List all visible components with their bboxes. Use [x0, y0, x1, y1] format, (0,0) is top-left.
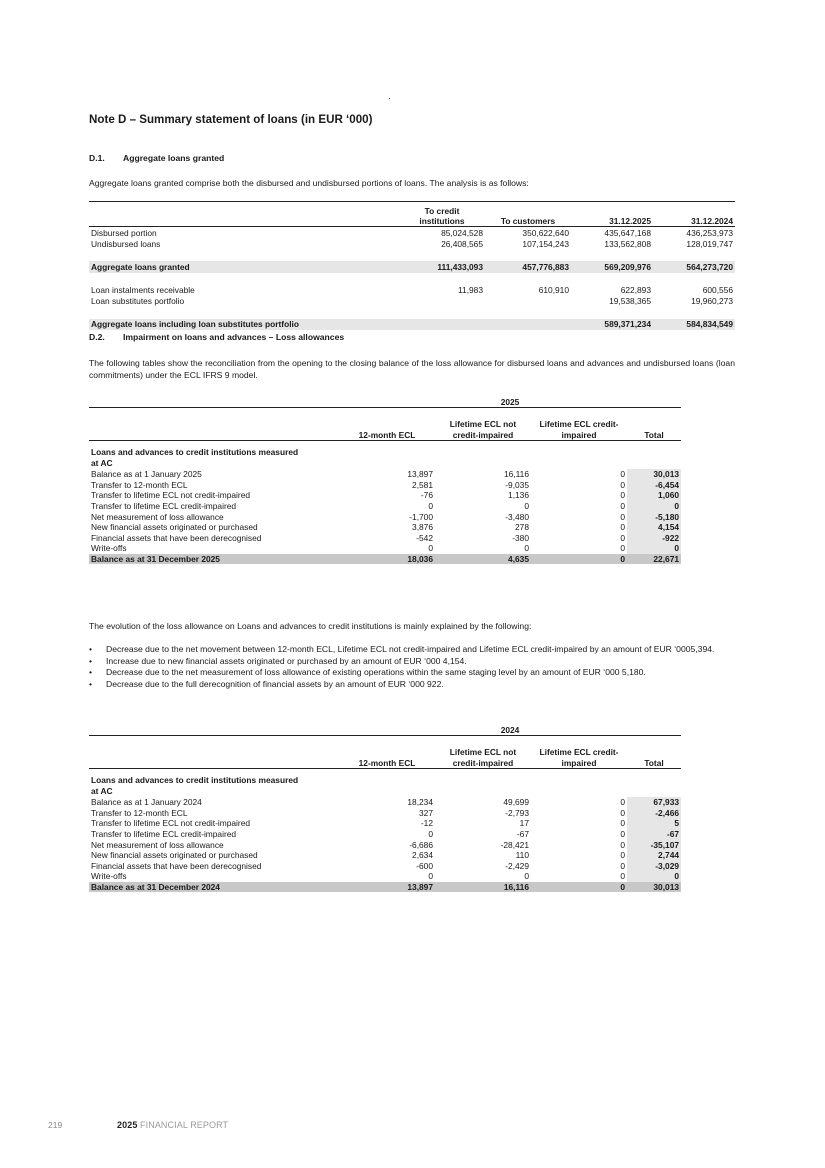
- cell-value: 11,983: [458, 284, 483, 295]
- table-row: [89, 480, 681, 491]
- cell-value: 85,024,528: [441, 227, 483, 238]
- cell-value: -76: [420, 490, 433, 501]
- section-d2-intro: The following tables show the reconciliation from the opening to the closing balance of the loss allowance for disbursed loans and advances and undisbursed loans (loan commitments) under the ECL IFRS 9 model.: [89, 358, 735, 380]
- cell-value: 0: [428, 501, 433, 512]
- cell-value: -1,700: [409, 511, 433, 522]
- row-label: Aggregate loans granted: [89, 261, 399, 273]
- cell-value: 0: [627, 871, 681, 882]
- cell-value: 3,876: [412, 522, 433, 533]
- cell-value: 19,960,273: [691, 296, 733, 307]
- header-cell: 31.12.2024: [653, 202, 735, 227]
- row-label: Write-offs: [91, 871, 127, 882]
- table-row: [89, 522, 681, 533]
- row-label: New financial assets originated or purchased: [91, 850, 258, 861]
- cell-value: 22,671: [627, 554, 681, 565]
- cell-value: 1,136: [508, 490, 529, 501]
- cell-value: 111,433,093: [399, 261, 485, 273]
- section-label-text: Loans and advances to credit institutions measured at AC: [91, 775, 299, 796]
- cell-value: -9,035: [505, 479, 529, 490]
- column-header: 12-month ECL: [339, 408, 435, 441]
- table-row: [89, 469, 681, 480]
- cell-value: 18,036: [339, 554, 435, 565]
- table-row: [89, 543, 681, 554]
- row-label: Balance as at 31 December 2024: [89, 882, 339, 893]
- cell-value: 107,154,243: [522, 238, 569, 249]
- cell-value: 0: [620, 850, 625, 861]
- cell-value: 17: [519, 818, 529, 829]
- cell-value: 128,019,747: [686, 238, 733, 249]
- cell-value: 0: [620, 797, 625, 808]
- header-cell: [89, 202, 399, 227]
- table-row: [89, 238, 735, 250]
- cell-value: -28,421: [500, 839, 529, 850]
- cell-value: 600,556: [702, 284, 733, 295]
- cell-value: 5: [627, 818, 681, 829]
- cell-value: 26,408,565: [441, 238, 483, 249]
- list-item: • Decrease due to the net movement between 12-month ECL, Lifetime ECL not credit-impaired and Lifetime ECL credit-impaired by an amount of EUR ‘0005,394.: [89, 644, 735, 656]
- section-label: [89, 769, 681, 798]
- cell-value: 16,116: [504, 469, 529, 480]
- list-item: • Decrease due to the full derecognition of financial assets by an amount of EUR ‘000 922.: [89, 679, 735, 691]
- section-label-text: Loans and advances to credit institutions measured at AC: [91, 447, 299, 468]
- column-header: 12-month ECL: [339, 736, 435, 769]
- row-label: Transfer to lifetime ECL not credit-impaired: [91, 490, 251, 501]
- cell-value: 0: [620, 807, 625, 818]
- header-cell: 31.12.2025: [571, 202, 653, 227]
- cell-value: 13,897: [407, 469, 433, 480]
- row-label: Net measurement of loss allowance: [91, 511, 224, 522]
- row-label: Loan substitutes portfolio: [91, 296, 185, 307]
- cell-value: -3,029: [627, 861, 681, 872]
- cell-value: -2,793: [505, 807, 529, 818]
- cell-value: 569,209,976: [571, 261, 653, 273]
- table-row: [89, 490, 681, 501]
- cell-value: 67,933: [627, 797, 681, 808]
- cell-value: 0: [620, 829, 625, 840]
- cell-value: -6,686: [409, 839, 433, 850]
- cell-value: 4,635: [435, 554, 531, 565]
- evolution-bullets: [89, 644, 735, 690]
- cell-value: 49,699: [503, 797, 529, 808]
- cell-value: -5,180: [627, 511, 681, 522]
- cell-value: 0: [627, 543, 681, 554]
- table-row: [89, 797, 681, 808]
- cell-value: 2,581: [412, 479, 433, 490]
- cell-value: 0: [524, 543, 529, 554]
- note-title: Note D – Summary statement of loans (in EUR ‘000): [89, 113, 373, 126]
- row-label: Transfer to lifetime ECL not credit-impaired: [91, 818, 251, 829]
- section-d1-intro: Aggregate loans granted comprise both the disbursed and undisbursed portions of loans. The analysis is as follows:: [89, 178, 529, 188]
- report-year: 2025: [117, 1120, 138, 1130]
- cell-value: 0: [620, 839, 625, 850]
- cell-value: -380: [512, 532, 529, 543]
- cell-value: -922: [627, 533, 681, 544]
- cell-value: 2,744: [627, 850, 681, 861]
- cell-value: 0: [531, 882, 627, 893]
- cell-value: 0: [620, 511, 625, 522]
- report-title-text: FINANCIAL REPORT: [140, 1120, 229, 1130]
- cell-value: -2,429: [505, 860, 529, 871]
- row-label: Transfer to 12-month ECL: [91, 479, 188, 490]
- table-header-row: [89, 202, 735, 227]
- cell-value: 457,776,883: [485, 261, 571, 273]
- list-item: • Increase due to new financial assets originated or purchased by an amount of EUR ‘000 4,154.: [89, 656, 735, 668]
- cell-value: 0: [531, 554, 627, 565]
- table-row: [89, 296, 735, 308]
- list-item: • Decrease due to the net measurement of loss allowance of existing operations within the same staging level by an amount of EUR ‘000 5,180.: [89, 667, 735, 679]
- cell-value: 0: [620, 501, 625, 512]
- table-row: [89, 808, 681, 819]
- cell-value: 0: [620, 469, 625, 480]
- table-row: [89, 511, 681, 522]
- cell-value: 0: [620, 522, 625, 533]
- evolution-intro: The evolution of the loss allowance on Loans and advances to credit institutions is mainly explained by the following:: [89, 621, 532, 631]
- table-row: [89, 533, 681, 544]
- cell-value: 110: [515, 850, 529, 861]
- cell-value: 1,060: [627, 490, 681, 501]
- cell-value: 0: [620, 860, 625, 871]
- section-d2-number: D.2.: [89, 332, 105, 342]
- table-row: [89, 861, 681, 872]
- cell-value: 133,562,808: [604, 238, 651, 249]
- year-header: 2024: [339, 721, 681, 736]
- row-label: Disbursed portion: [91, 227, 157, 238]
- cell-value: 4,154: [627, 522, 681, 533]
- cell-value: 30,013: [627, 882, 681, 893]
- header-cell: To credit institutions: [399, 202, 485, 227]
- report-title: [117, 1120, 228, 1130]
- cell-value: 584,834,549: [653, 319, 735, 331]
- table-row: [89, 319, 735, 331]
- cell-value: 350,622,640: [522, 227, 569, 238]
- cell-value: 0: [620, 543, 625, 554]
- column-header: Lifetime ECL not credit-impaired: [435, 408, 531, 441]
- cell-value: 610,910: [538, 284, 569, 295]
- cell-value: 0: [524, 501, 529, 512]
- cell-value: -35,107: [627, 839, 681, 850]
- row-label: Transfer to 12-month ECL: [91, 807, 188, 818]
- row-label: Net measurement of loss allowance: [91, 839, 224, 850]
- section-d1-number: D.1.: [89, 153, 105, 163]
- cell-value: -2,466: [627, 808, 681, 819]
- cell-value: 16,116: [435, 882, 531, 893]
- row-label: Loan instalments receivable: [91, 284, 195, 295]
- cell-value: -67: [627, 829, 681, 840]
- cell-value: 19,538,365: [609, 296, 651, 307]
- column-header: Lifetime ECL credit-impaired: [531, 736, 627, 769]
- row-label: Write-offs: [91, 543, 127, 554]
- cell-value: 0: [620, 490, 625, 501]
- section-d2-title: Impairment on loans and advances – Loss allowances: [123, 332, 345, 342]
- cell-value: 278: [515, 522, 529, 533]
- cell-value: 327: [419, 807, 433, 818]
- cell-value: -6,454: [627, 480, 681, 491]
- header-cell: To customers: [485, 202, 571, 227]
- closing-row: [89, 882, 681, 893]
- table-row: [89, 818, 681, 829]
- cell-value: 0: [524, 871, 529, 882]
- aggregate-loans-table: [89, 201, 735, 342]
- year-header: 2025: [339, 393, 681, 408]
- cell-value: [485, 319, 571, 331]
- row-label: Aggregate loans including loan substitutes portfolio: [89, 319, 399, 331]
- row-label: Balance as at 31 December 2025: [89, 554, 339, 565]
- table-row: [89, 850, 681, 861]
- row-label: Financial assets that have been derecognised: [91, 860, 262, 871]
- row-label: Transfer to lifetime ECL credit-impaired: [91, 829, 237, 840]
- cell-value: 0: [620, 818, 625, 829]
- section-d2-heading: [89, 332, 344, 342]
- row-label: Balance as at 1 January 2024: [91, 797, 202, 808]
- section-d1-title: Aggregate loans granted: [123, 153, 225, 163]
- table-row: [89, 501, 681, 512]
- column-header: Total: [627, 736, 681, 769]
- row-label: Transfer to lifetime ECL credit-impaired: [91, 501, 237, 512]
- row-label: Financial assets that have been derecognised: [91, 532, 262, 543]
- section-label: [89, 441, 681, 470]
- cell-value: 13,897: [339, 882, 435, 893]
- closing-row: [89, 554, 681, 565]
- cell-value: 0: [428, 829, 433, 840]
- cell-value: 436,253,973: [686, 227, 733, 238]
- row-label: Undisbursed loans: [91, 238, 161, 249]
- cell-value: 0: [620, 532, 625, 543]
- cell-value: -12: [420, 818, 433, 829]
- cell-value: 0: [620, 871, 625, 882]
- ecl-table-2024: [89, 721, 681, 892]
- table-row: [89, 839, 681, 850]
- row-label: Balance as at 1 January 2025: [91, 469, 202, 480]
- table-row: [89, 227, 735, 239]
- cell-value: -542: [416, 532, 433, 543]
- cell-value: 0: [620, 479, 625, 490]
- cell-value: 30,013: [627, 469, 681, 480]
- column-header: Total: [627, 408, 681, 441]
- cell-value: 622,893: [620, 284, 651, 295]
- cell-value: [399, 296, 485, 308]
- cell-value: -3,480: [505, 511, 529, 522]
- section-d1-heading: [89, 153, 224, 163]
- cell-value: [485, 296, 571, 308]
- cell-value: 0: [428, 871, 433, 882]
- table-row: [89, 829, 681, 840]
- cell-value: 564,273,720: [653, 261, 735, 273]
- table-row: [89, 261, 735, 273]
- cell-value: [399, 319, 485, 331]
- column-header: Lifetime ECL credit-impaired: [531, 408, 627, 441]
- row-label: New financial assets originated or purchased: [91, 522, 258, 533]
- page-number: 219: [48, 1120, 63, 1130]
- cell-value: 18,234: [407, 797, 433, 808]
- cell-value: 589,371,234: [571, 319, 653, 331]
- cell-value: -600: [416, 860, 433, 871]
- cell-value: 0: [428, 543, 433, 554]
- table-row: [89, 871, 681, 882]
- cell-value: 435,647,168: [604, 227, 651, 238]
- cell-value: 0: [627, 501, 681, 512]
- cell-value: 2,634: [412, 850, 433, 861]
- ecl-table-2025: [89, 393, 681, 564]
- table-row: [89, 284, 735, 296]
- cell-value: -67: [516, 829, 529, 840]
- stray-dot: [389, 98, 390, 99]
- column-header: Lifetime ECL not credit-impaired: [435, 736, 531, 769]
